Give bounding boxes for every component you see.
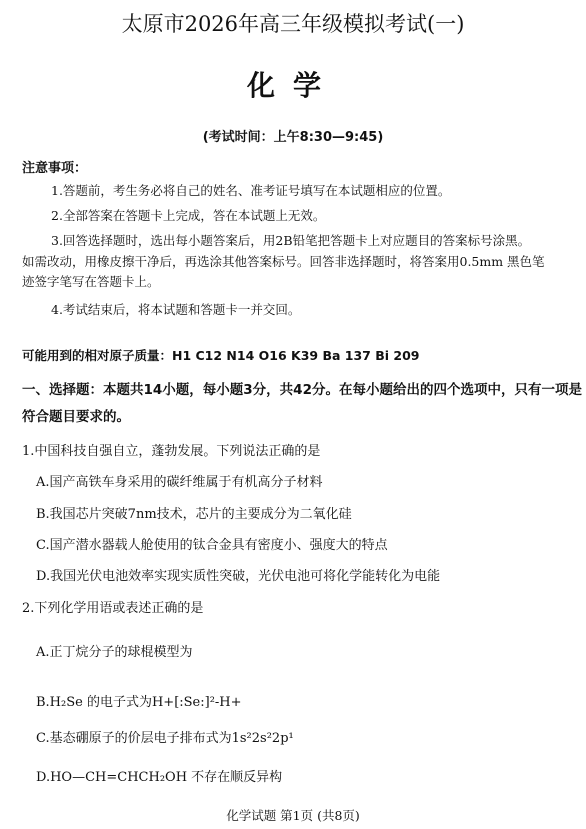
question-2-option-c: C.基态硼原子的价层电子排布式为1s²2s²2p¹ [36, 731, 294, 746]
note-4: 4.考试结束后，将本试题和答题卡一并交回。 [51, 302, 301, 317]
question-2-option-a: A.正丁烷分子的球棍模型为 [36, 645, 193, 660]
exam-time: (考试时间：上午8:30—9:45) [202, 130, 384, 145]
question-1-option-a: A.国产高铁车身采用的碳纤维属于有机高分子材料 [36, 475, 323, 490]
section-1-heading: 一、选择题：本题共14小题，每小题3分，共42分。在每小题给出的四个选项中，只有一项是 [22, 382, 582, 398]
note-3-cont-2: 迹签字笔写在答题卡上。 [22, 274, 160, 289]
atomic-masses: 可能用到的相对原子质量：H1 C12 N14 O16 K39 Ba 137 Bi 209 [22, 348, 420, 363]
question-1-stem: 1.中国科技自强自立，蓬勃发展。下列说法正确的是 [22, 444, 321, 459]
exam-title: 太原市2026年高三年级模拟考试(一) [121, 12, 465, 36]
question-1-option-d: D.我国光伏电池效率实现实质性突破，光伏电池可将化学能转化为电能 [36, 569, 441, 584]
note-3-cont-1: 如需改动，用橡皮擦干净后，再选涂其他答案标号。回答非选择题时，将答案用0.5mm 黑色笔 [22, 254, 545, 269]
question-2-option-d: D.HO—CH=CHCH₂OH 不存在顺反异构 [36, 770, 283, 785]
question-1-option-b: B.我国芯片突破7nm技术，芯片的主要成分为二氧化硅 [36, 507, 352, 522]
notes-heading: 注意事项： [22, 161, 88, 176]
subject-heading: 化学 [246, 69, 339, 102]
question-1-option-c: C.国产潜水器载人舱使用的钛合金具有密度小、强度大的特点 [36, 538, 388, 553]
note-2: 2.全部答案在答题卡上完成，答在本试题上无效。 [51, 208, 326, 223]
question-2-option-b: B.H₂Se 的电子式为H+[:Se:]²-H+ [36, 695, 242, 710]
note-3: 3.回答选择题时，选出每小题答案后，用2B铅笔把答题卡上对应题目的答案标号涂黑。 [51, 233, 531, 248]
page-footer: 化学试题 第1页 (共8页) [226, 808, 360, 823]
question-2-stem: 2.下列化学用语或表述正确的是 [22, 601, 204, 616]
section-1-heading-cont: 符合题目要求的。 [22, 409, 130, 425]
note-1: 1.答题前，考生务必将自己的姓名、准考证号填写在本试题相应的位置。 [51, 183, 451, 198]
